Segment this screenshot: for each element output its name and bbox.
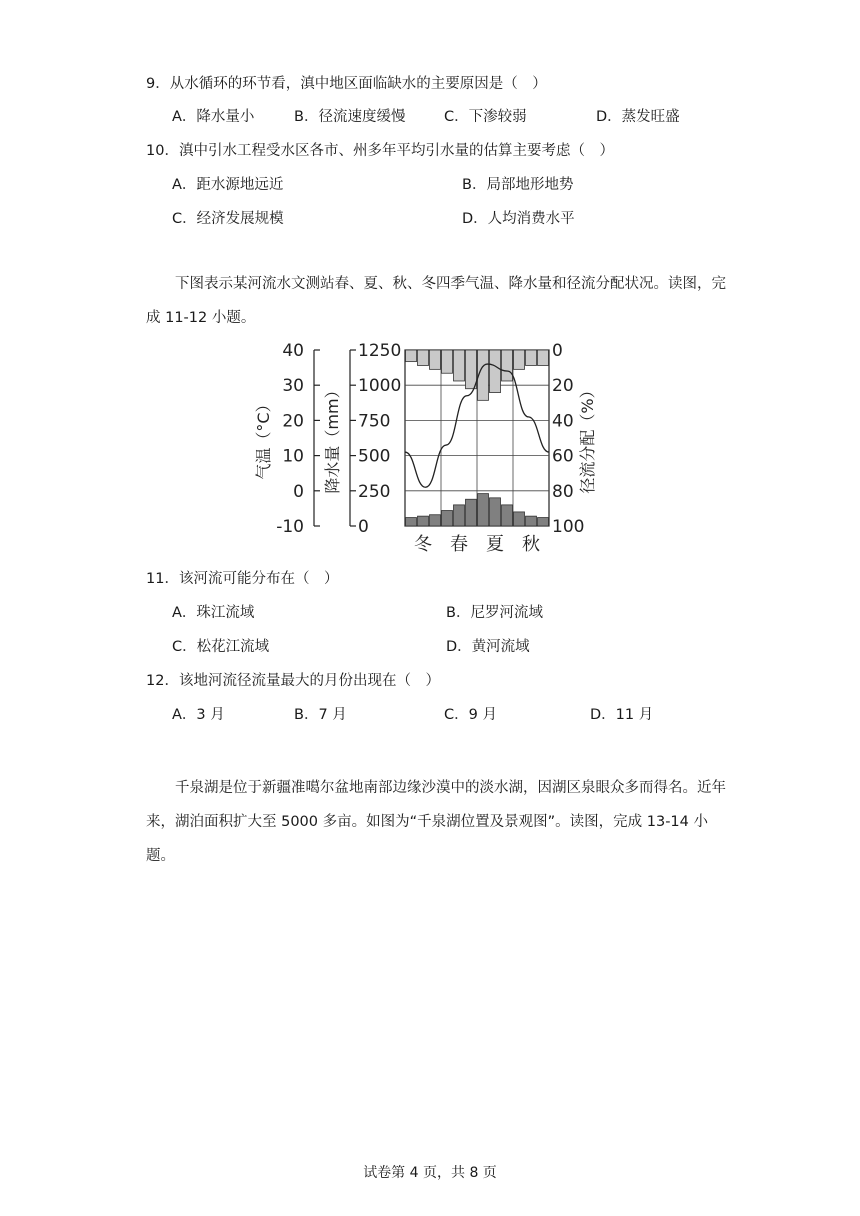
precipitation-tick-label: 500 xyxy=(358,446,391,467)
runoff-tick-label: 20 xyxy=(552,376,574,397)
precipitation-bar xyxy=(454,505,465,526)
q10-option-b: B．局部地形地势 xyxy=(462,177,574,193)
runoff-bar xyxy=(442,350,453,373)
runoff-axis-label: 径流分配（%） xyxy=(578,382,597,494)
precipitation-tick-label: 250 xyxy=(358,481,391,502)
q11-option-d: D．黄河流域 xyxy=(446,639,530,655)
runoff-bar xyxy=(490,350,501,393)
q12-option-b: B．7 月 xyxy=(294,707,347,723)
q11-option-b: B．尼罗河流域 xyxy=(446,605,543,621)
temperature-tick-label: 30 xyxy=(282,376,304,397)
runoff-bar xyxy=(526,350,537,365)
precipitation-bar xyxy=(514,512,525,526)
question-9-stem: 9．从水循环的环节看，滇中地区面临缺水的主要原因是（ ） xyxy=(146,76,547,92)
runoff-bar xyxy=(418,350,429,365)
temperature-tick-label: 40 xyxy=(282,341,304,361)
q12-option-c: C．9 月 xyxy=(444,707,497,723)
question-12-stem: 12．该地河流径流量最大的月份出现在（ ） xyxy=(146,673,440,689)
precipitation-bar xyxy=(442,511,453,526)
runoff-bar xyxy=(538,350,549,365)
temperature-axis-label: 气温（°C） xyxy=(254,396,273,480)
precipitation-bar xyxy=(430,515,441,526)
question-10-stem: 10．滇中引水工程受水区各市、州多年平均引水量的估算主要考虑（ ） xyxy=(146,143,614,159)
q9-option-c: C．下渗较弱 xyxy=(444,109,527,125)
runoff-tick-label: 40 xyxy=(552,411,574,432)
q10-option-d: D．人均消费水平 xyxy=(462,211,575,227)
temperature-tick-label: 0 xyxy=(293,481,304,502)
precipitation-bar xyxy=(406,518,417,526)
precipitation-bar xyxy=(502,505,513,526)
climate-runoff-chart xyxy=(250,338,610,560)
temperature-tick-label: -10 xyxy=(276,517,304,537)
runoff-bar xyxy=(514,350,525,369)
runoff-tick-label: 100 xyxy=(552,517,585,537)
runoff-tick-label: 0 xyxy=(552,341,563,361)
runoff-bar xyxy=(466,350,477,389)
q10-option-a: A．距水源地远近 xyxy=(172,177,284,193)
q9-option-a: A．降水量小 xyxy=(172,109,255,125)
precipitation-bar xyxy=(490,498,501,526)
temperature-tick-label: 20 xyxy=(282,411,304,432)
q11-option-c: C．松花江流域 xyxy=(172,639,270,655)
q12-option-d: D．11 月 xyxy=(590,707,654,723)
runoff-bar xyxy=(430,350,441,369)
q9-option-b: B．径流速度缓慢 xyxy=(294,109,406,125)
precipitation-bar xyxy=(538,518,549,526)
precipitation-tick-label: 0 xyxy=(358,517,369,537)
intro-paragraph-13-14: 千泉湖是位于新疆准噶尔盆地南部边缘沙漠中的淡水湖，因湖区泉眼众多而得名。近年来，湖泊面积扩大至 5000 多亩。如图为“千泉湖位置及景观图”。读图，完成 13-14 小题。 xyxy=(146,780,726,864)
precipitation-bar xyxy=(418,516,429,526)
runoff-tick-label: 80 xyxy=(552,481,574,502)
runoff-tick-label: 60 xyxy=(552,446,574,467)
page-footer: 试卷第 4 页，共 8 页 xyxy=(363,1165,497,1181)
season-label: 春 xyxy=(450,534,468,555)
season-label: 秋 xyxy=(522,534,540,555)
precipitation-bar xyxy=(478,494,489,526)
precipitation-tick-label: 750 xyxy=(358,411,391,432)
precipitation-bar xyxy=(526,516,537,526)
runoff-bar xyxy=(502,350,513,381)
precipitation-tick-label: 1000 xyxy=(358,376,402,397)
runoff-bar xyxy=(454,350,465,381)
intro-paragraph-11-12: 下图表示某河流水文测站春、夏、秋、冬四季气温、降水量和径流分配状况。读图，完成 11-12 小题。 xyxy=(146,276,726,326)
season-label: 冬 xyxy=(414,534,432,555)
q11-option-a: A．珠江流域 xyxy=(172,605,255,621)
runoff-bar xyxy=(406,350,417,362)
q10-option-c: C．经济发展规模 xyxy=(172,211,284,227)
temperature-tick-label: 10 xyxy=(282,446,304,467)
precipitation-bar xyxy=(466,499,477,526)
precipitation-tick-label: 1250 xyxy=(358,341,402,361)
q9-option-d: D．蒸发旺盛 xyxy=(596,109,680,125)
precipitation-axis-label: 降水量（mm） xyxy=(323,382,342,494)
season-label: 夏 xyxy=(486,534,504,555)
question-11-stem: 11．该河流可能分布在（ ） xyxy=(146,571,339,587)
q12-option-a: A．3 月 xyxy=(172,707,225,723)
